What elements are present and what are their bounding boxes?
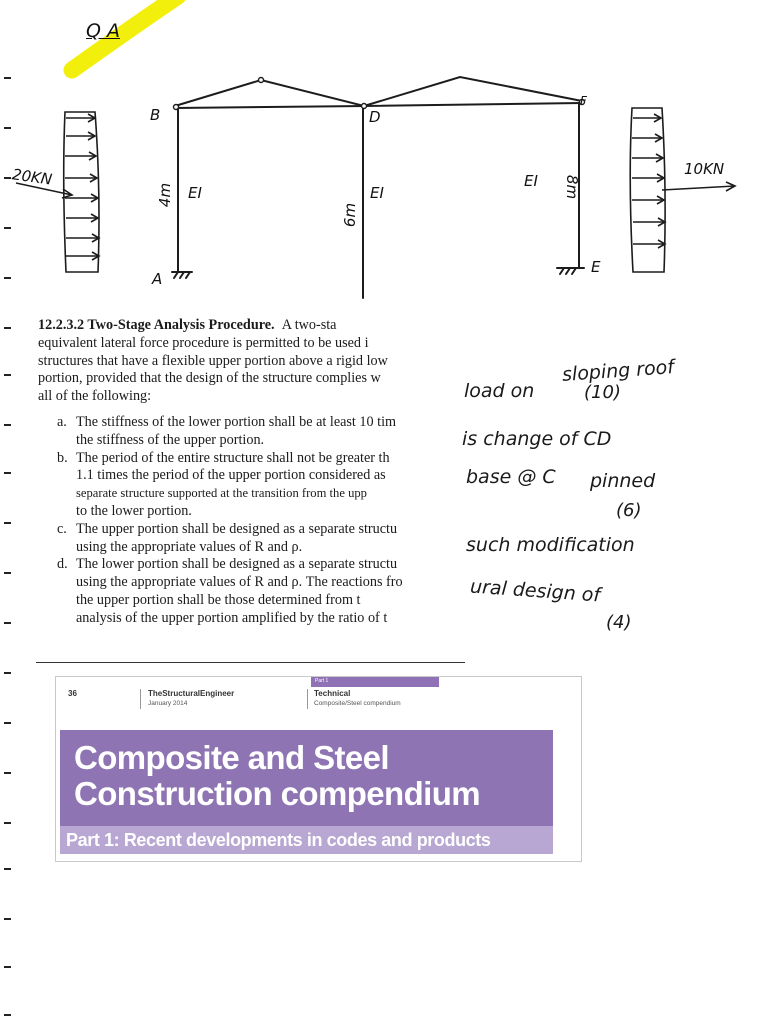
- sloping-roof: [175, 77, 582, 106]
- list-line: the stiffness of the upper portion.: [76, 431, 265, 448]
- excerpt-heading-tail: A two-sta: [281, 317, 337, 333]
- load-label-right: 10KN: [684, 160, 725, 178]
- node-label-f: F: [580, 94, 587, 108]
- list-line: The period of the entire structure shall not be greater th: [76, 449, 390, 466]
- header-separator: [307, 689, 308, 709]
- list-item: [57, 521, 465, 557]
- excerpt-heading: 12.2.3.2 Two-Stage Analysis Procedure.: [38, 317, 275, 333]
- note-marks-4: (4): [606, 612, 632, 633]
- list-item: [57, 450, 465, 521]
- node-label-d: D: [369, 108, 381, 126]
- list-item: [57, 414, 465, 450]
- title-line: Composite and Steel: [74, 739, 389, 776]
- height-label-mid: 6m: [341, 202, 360, 228]
- list-line: to the lower portion.: [76, 502, 192, 519]
- stiffness-label-right: EI: [524, 172, 538, 190]
- excerpt-intro-line: portion, provided that the design of the structure complies w: [38, 370, 381, 387]
- beam-df: [363, 103, 582, 106]
- subtitle-strip: [60, 826, 553, 854]
- note-modification: such modification: [466, 534, 635, 556]
- list-line: analysis of the upper portion amplified by the ratio of t: [76, 609, 388, 626]
- support-e: [557, 268, 584, 274]
- height-label-right: 8m: [563, 174, 582, 200]
- list-line: using the appropriate values of R and ρ.: [76, 538, 303, 555]
- note-pinned: pinned: [590, 470, 656, 492]
- note-marks-10: (10): [584, 382, 621, 403]
- stiffness-label-left: EI: [188, 184, 202, 202]
- stiffness-label-mid: EI: [370, 184, 384, 202]
- note-marks-6: (6): [616, 500, 642, 521]
- list-line: 1.1 times the period of the upper portion considered as: [76, 467, 386, 484]
- title-panel: [60, 730, 553, 826]
- node-label-a: A: [152, 270, 163, 288]
- note-change-cd: is change of CD: [462, 428, 612, 450]
- qa-label: Q A: [86, 20, 120, 42]
- list-marker: b.: [57, 449, 68, 466]
- section-subtitle: Composite/Steel compendium: [314, 700, 401, 707]
- compendium-subtitle: Part 1: Recent developments in codes and products: [66, 830, 491, 850]
- list-line: The upper portion shall be designed as a separate structu: [76, 520, 398, 537]
- section-name: Technical: [314, 689, 351, 698]
- note-design: ural design of: [469, 575, 601, 607]
- list-marker: c.: [57, 520, 67, 537]
- list-line: the upper portion shall be those determined from t: [76, 591, 361, 608]
- list-line: The stiffness of the lower portion shall be at least 10 tim: [76, 413, 397, 430]
- publication-name: TheStructuralEngineer: [148, 689, 235, 698]
- note-load-on: load on: [464, 380, 535, 402]
- list-line: The lower portion shall be designed as a separate structu: [76, 556, 398, 573]
- beam-bd: [175, 106, 366, 108]
- list-marker: d.: [57, 556, 68, 573]
- excerpt-intro-line: equivalent lateral force procedure is permitted to be used i: [38, 334, 369, 351]
- note-sloping-roof: sloping roof: [561, 356, 675, 386]
- part-tab-label: Part 1: [315, 678, 329, 684]
- code-excerpt: [38, 317, 465, 635]
- compendium-title: [74, 740, 480, 812]
- support-a: [172, 272, 192, 278]
- publication-date: January 2014: [148, 700, 188, 707]
- list-line: using the appropriate values of R and ρ. The reactions fro: [76, 574, 403, 591]
- list-line: separate structure supported at the transition from the upp: [76, 486, 367, 501]
- excerpt-intro-line: structures that have a flexible upper portion above a rigid low: [38, 352, 388, 369]
- frame-diagram: [0, 0, 768, 300]
- excerpt-list: [38, 414, 465, 628]
- height-label-left: 4m: [156, 182, 175, 208]
- part-tab: [311, 677, 439, 687]
- node-label-e: E: [591, 258, 601, 276]
- page-number: 36: [68, 689, 77, 698]
- excerpt-intro-line: all of the following:: [38, 388, 152, 405]
- node-label-b: B: [150, 106, 161, 124]
- magazine-header: [55, 676, 582, 862]
- load-label-left: 20KN: [10, 165, 54, 189]
- note-base-c: base @ C: [466, 466, 556, 488]
- title-line: Construction compendium: [74, 775, 481, 812]
- header-separator: [140, 689, 141, 709]
- list-item: [57, 556, 465, 627]
- divider-line: [36, 662, 465, 663]
- list-marker: a.: [57, 413, 67, 430]
